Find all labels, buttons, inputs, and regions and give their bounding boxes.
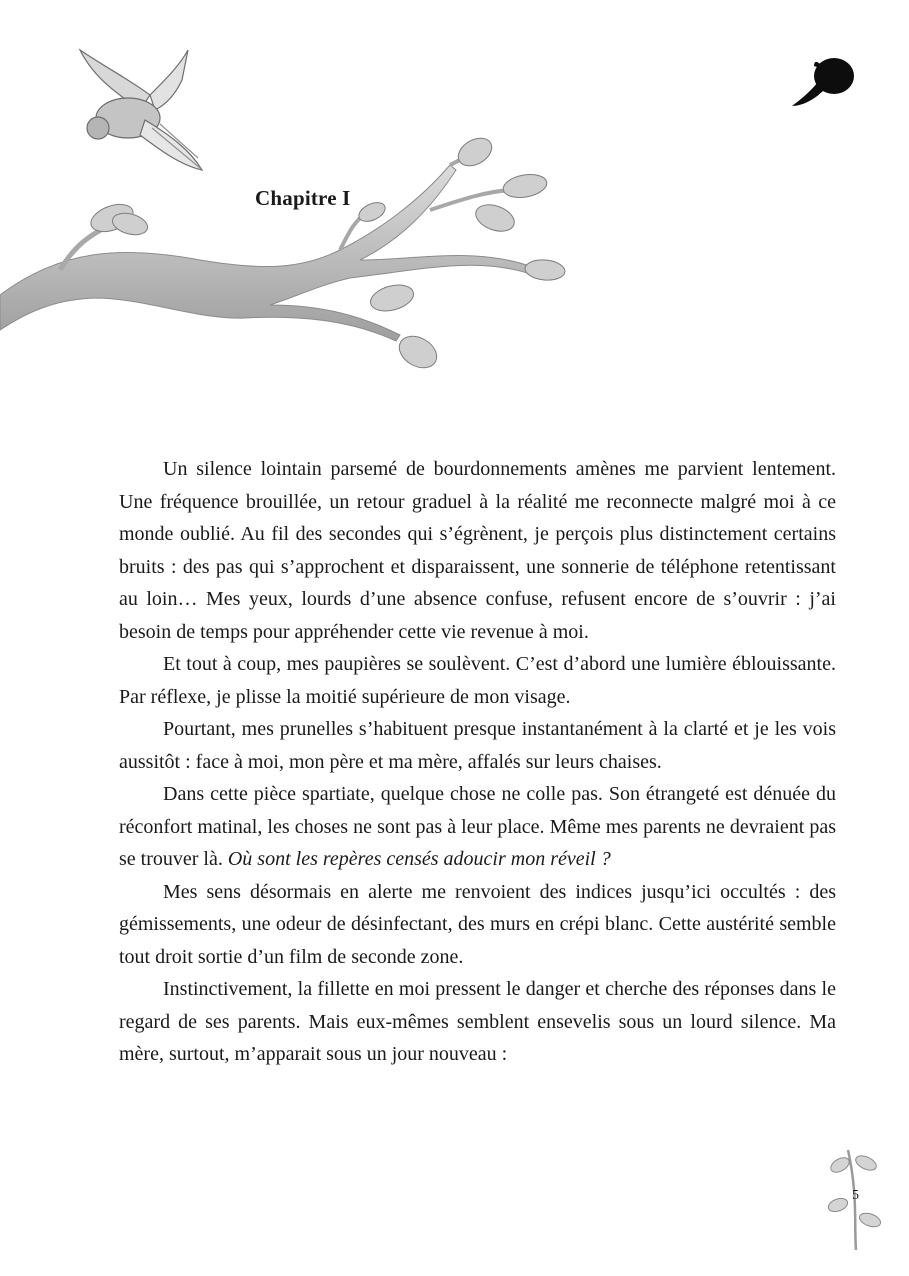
paragraph: Pourtant, mes prunelles s’habituent presque instantanément à la clarté et je les vois aussitôt : face à moi, mon père et ma mère, affalés sur leurs chaises. [119,718,836,773]
black-bird-logo-icon [790,52,862,114]
paragraph: Dans cette pièce spartiate, quelque chose ne colle pas. Son étrangeté est dénuée du réconfort matinal, les choses ne sont pas à leur place. Même mes parents ne devraient pas se trouver là. Où sont les repères censés adoucir mon réveil ? [119,783,836,870]
chapter-title: Chapitre I [255,186,351,210]
page-number: 5 [852,1188,859,1203]
paragraph: Un silence lointain parsemé de bourdonnements amènes me parvient lentement. Une fréquence brouillée, un retour graduel à la réalité me reconnecte malgré moi à ce monde oublié. Au fil des secondes qui s’égrènent, je perçois plus distinctement certains bruits : des pas qui s’approchent et disparaissent, une sonnerie de téléphone retentissant au loin… Mes yeux, lourds d’une absence confuse, refusent encore de s’ouvrir : j’ai besoin de temps pour appréhender cette vie revenue à moi. [119,458,836,643]
chapter-text [119,453,836,1071]
flying-bird-illustration [70,40,220,180]
paragraph: Et tout à coup, mes paupières se soulèvent. C’est d’abord une lumière éblouissante. Par réflexe, je plisse la moitié supérieure de mon visage. [119,653,836,708]
paragraph: Mes sens désormais en alerte me renvoient des indices jusqu’ici occultés : des gémissements, une odeur de désinfectant, des murs en crépi blanc. Cette austérité semble tout droit sortie d’un film de seconde zone. [119,880,836,968]
paragraph: Instinctivement, la fillette en moi pressent le danger et cherche des réponses dans le regard de ses parents. Mais eux-mêmes semblent ensevelis sous un lourd silence. Ma mère, surtout, m’apparait sous un jour nouveau : [119,978,836,1065]
italic-phrase: Où sont les repères censés adoucir mon réveil ? [227,848,611,870]
